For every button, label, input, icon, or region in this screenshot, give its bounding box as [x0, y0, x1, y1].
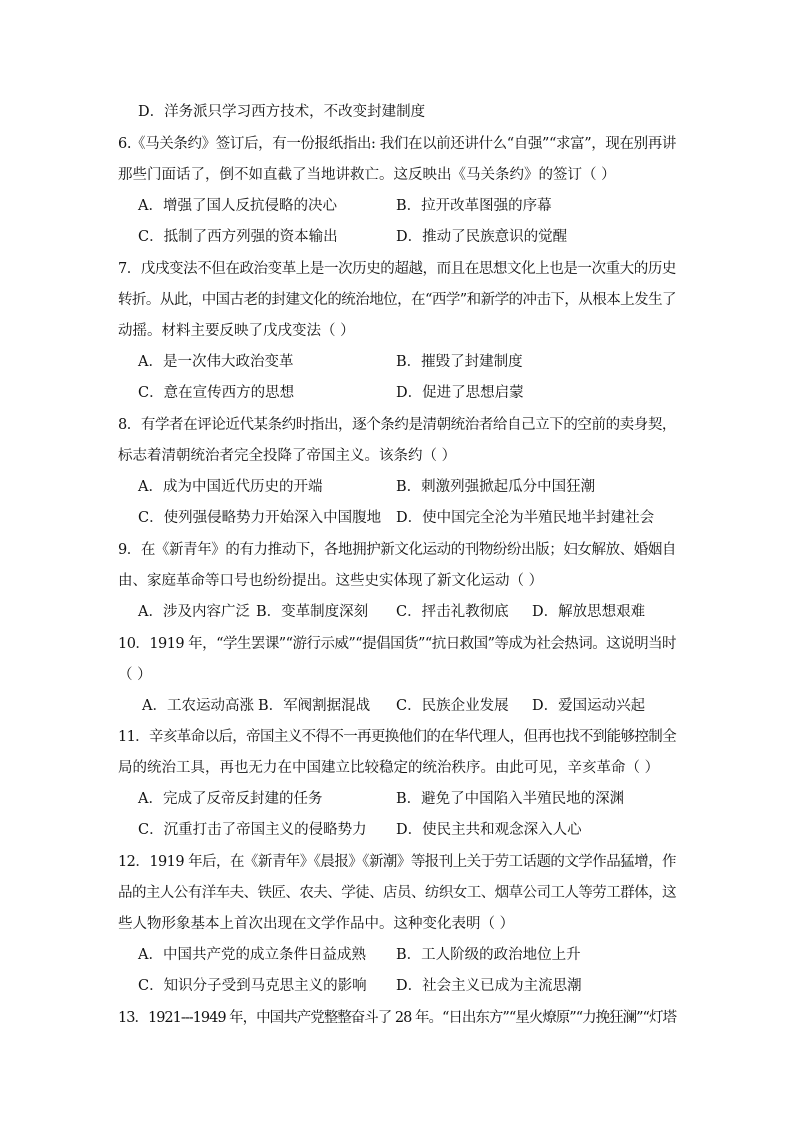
q7-option-c: C．意在宣传西方的思想	[138, 385, 295, 401]
q7-option-b: B．摧毁了封建制度	[396, 354, 523, 370]
q6-option-b: B．拉开改革图强的序幕	[396, 198, 552, 214]
q8-option-c: C．使列强侵略势力开始深入中国腹地	[138, 510, 382, 526]
q12-option-c: C．知识分子受到马克思主义的影响	[138, 978, 367, 994]
q11-stem-line-2: 局的统治工具，再也无力在中国建立比较稳定的统治秩序。由此可见，辛亥革命（ ）	[118, 760, 660, 776]
q11-option-d: D．使民主共和观念深入人心	[396, 822, 582, 838]
q7-option-a: A．是一次伟大政治变革	[138, 354, 294, 370]
q5-option-d: D．洋务派只学习西方技术，不改变封建制度	[138, 104, 426, 120]
q12-option-b: B．工人阶级的政治地位上升	[396, 947, 581, 963]
q10-option-b: B．军阀割据混战	[258, 698, 371, 714]
q9-stem-line-2: 由、家庭革命等口号也纷纷提出。这些史实体现了新文化运动（ ）	[118, 573, 544, 589]
q13-stem-line-1: 13．1921---1949 年，中国共产党整整奋斗了 28 年。“日出东方”“星火燎原”“力挽狂澜”“灯塔	[118, 1010, 676, 1026]
q6-option-a: A．增强了国人反抗侵略的决心	[138, 198, 337, 214]
q11-option-b: B．避免了中国陷入半殖民地的深渊	[396, 791, 625, 807]
q7-stem-line-1: 7．戊戌变法不但在政治变革上是一次历史的超越，而且在思想文化上也是一次重大的历史	[118, 261, 676, 277]
q8-option-b: B．刺激列强掀起瓜分中国狂潮	[396, 479, 596, 495]
q8-stem-line-1: 8．有学者在评论近代某条约时指出，逐个条约是清朝统治者给自己立下的空前的卖身契，	[118, 417, 676, 433]
q9-stem-line-1: 9．在《新青年》的有力推动下，各地拥护新文化运动的刊物纷纷出版；妇女解放、婚姻自	[118, 542, 676, 558]
q12-option-d: D．社会主义已成为主流思潮	[396, 978, 582, 994]
q12-stem-line-3: 些人物形象基本上首次出现在文学作品中。这种变化表明（ ）	[118, 916, 515, 932]
q11-stem-line-1: 11．辛亥革命以后，帝国主义不得不一再更换他们的在华代理人，但再也找不到能够控制全	[118, 729, 676, 745]
q10-option-a: A．工农运动高涨	[142, 698, 254, 714]
q7-stem-line-3: 动摇。材料主要反映了戊戌变法（ ）	[118, 323, 355, 339]
q7-stem-line-2: 转折。从此，中国古老的封建文化的统治地位，在“西学”和新学的冲击下，从根本上发生了	[118, 292, 676, 308]
q8-option-d: D．使中国完全沦为半殖民地半封建社会	[396, 510, 655, 526]
q10-option-c: C．民族企业发展	[396, 698, 509, 714]
q7-option-d: D．促进了思想启蒙	[396, 385, 524, 401]
q6-option-c: C．抵制了西方列强的资本输出	[138, 229, 338, 245]
q10-option-d: D．爱国运动兴起	[532, 698, 646, 714]
q6-stem-line-2: 那些门面话了，倒不如直截了当地讲救亡。这反映出《马关条约》的签订（ ）	[118, 167, 616, 183]
q6-option-d: D．推动了民族意识的觉醒	[396, 229, 568, 245]
q11-option-a: A．完成了反帝反封建的任务	[138, 791, 323, 807]
q9-option-a: A．涉及内容广泛	[138, 604, 250, 620]
q10-stem-line-2: （ ）	[118, 667, 152, 683]
q11-option-c: C．沉重打击了帝国主义的侵略势力	[138, 822, 367, 838]
q9-option-b: B．变革制度深刻	[256, 604, 369, 620]
q6-stem-line-1: 6.《马关条约》签订后，有一份报纸指出: 我们在以前还讲什么“自强”“求富”，现在别再讲	[118, 136, 676, 152]
q12-stem-line-1: 12．1919 年后，在《新青年》《晨报》《新潮》等报刊上关于劳工话题的文学作品猛增，作	[118, 854, 676, 870]
q9-option-d: D．解放思想艰难	[532, 604, 646, 620]
q8-stem-line-2: 标志着清朝统治者完全投降了帝国主义。该条约（ ）	[118, 448, 457, 464]
q10-stem-line-1: 10．1919 年，“学生罢课”“游行示威”“提倡国货”“抗日救国”等成为社会热词。这说明当时	[118, 636, 676, 652]
q12-option-a: A．中国共产党的成立条件日益成熟	[138, 947, 366, 963]
q12-stem-line-2: 品的主人公有洋车夫、铁匠、农夫、学徒、店员、纺织女工、烟草公司工人等劳工群体，这	[118, 885, 676, 901]
q9-option-c: C．抨击礼教彻底	[396, 604, 509, 620]
q8-option-a: A．成为中国近代历史的开端	[138, 479, 323, 495]
